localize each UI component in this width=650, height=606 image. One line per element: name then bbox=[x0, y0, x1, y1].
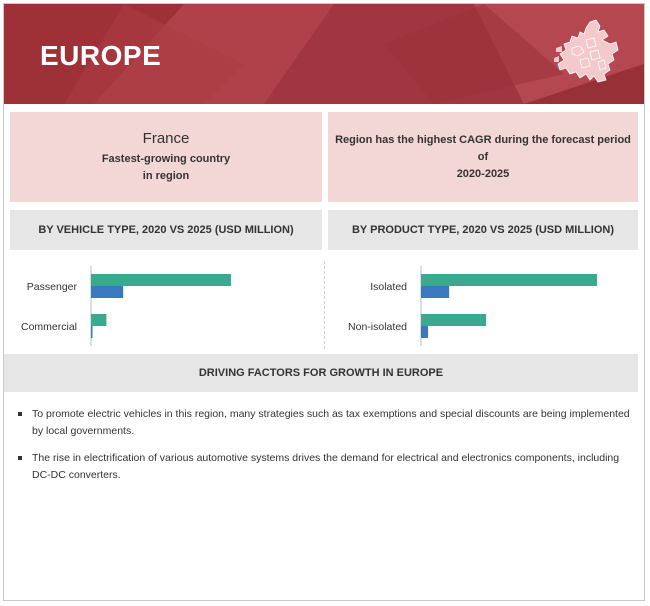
bullet-icon bbox=[18, 456, 22, 460]
bar-2025-non-isolated bbox=[421, 326, 428, 338]
bar-2020-passenger bbox=[91, 274, 231, 286]
driving-factors-list bbox=[18, 406, 634, 494]
vehicle-type-bar-chart bbox=[10, 262, 322, 350]
driving-factor-item bbox=[18, 406, 634, 440]
highest-cagr-period: 2020-2025 bbox=[456, 167, 510, 180]
bar-2025-commercial bbox=[91, 326, 93, 338]
europe-map-icon bbox=[550, 18, 622, 90]
region-banner bbox=[4, 4, 644, 104]
category-label: Commercial bbox=[20, 321, 77, 333]
product-type-bar-chart bbox=[328, 262, 638, 350]
fastest-country-name: France bbox=[142, 129, 190, 147]
bar-2025-isolated bbox=[421, 286, 449, 298]
fastest-country-caption-2: in region bbox=[142, 169, 190, 182]
driving-factor-text: To promote electric vehicles in this region, many strategies such as tax exemptions and special discounts are being implemented by local governments. bbox=[32, 408, 630, 437]
driving-factor-item bbox=[18, 450, 634, 484]
category-label: Isolated bbox=[370, 281, 407, 293]
product-type-chart-title: BY PRODUCT TYPE, 2020 VS 2025 (USD MILLION) bbox=[328, 210, 638, 250]
highest-cagr-card bbox=[328, 112, 638, 202]
fastest-country-caption-1: Fastest-growing country bbox=[101, 152, 231, 165]
bar-2020-commercial bbox=[91, 314, 106, 326]
category-label: Passenger bbox=[26, 281, 77, 293]
category-label: Non-isolated bbox=[348, 321, 407, 333]
driving-factors-title: DRIVING FACTORS FOR GROWTH IN EUROPE bbox=[4, 354, 638, 392]
fastest-growing-card bbox=[10, 112, 322, 202]
driving-factor-text: The rise in electrification of various automotive systems drives the demand for electrical and electronics components, including DC-DC converters. bbox=[32, 452, 620, 481]
highest-cagr-text: Region has the highest CAGR during the forecast period of bbox=[335, 133, 631, 163]
region-title: EUROPE bbox=[40, 40, 162, 71]
infographic-frame bbox=[3, 3, 645, 601]
bar-2025-passenger bbox=[91, 286, 123, 298]
bar-2020-non-isolated bbox=[421, 314, 486, 326]
vehicle-type-chart-title: BY VEHICLE TYPE, 2020 VS 2025 (USD MILLION) bbox=[10, 210, 322, 250]
bar-2020-isolated bbox=[421, 274, 597, 286]
chart-divider bbox=[324, 261, 325, 349]
bullet-icon bbox=[18, 412, 22, 416]
